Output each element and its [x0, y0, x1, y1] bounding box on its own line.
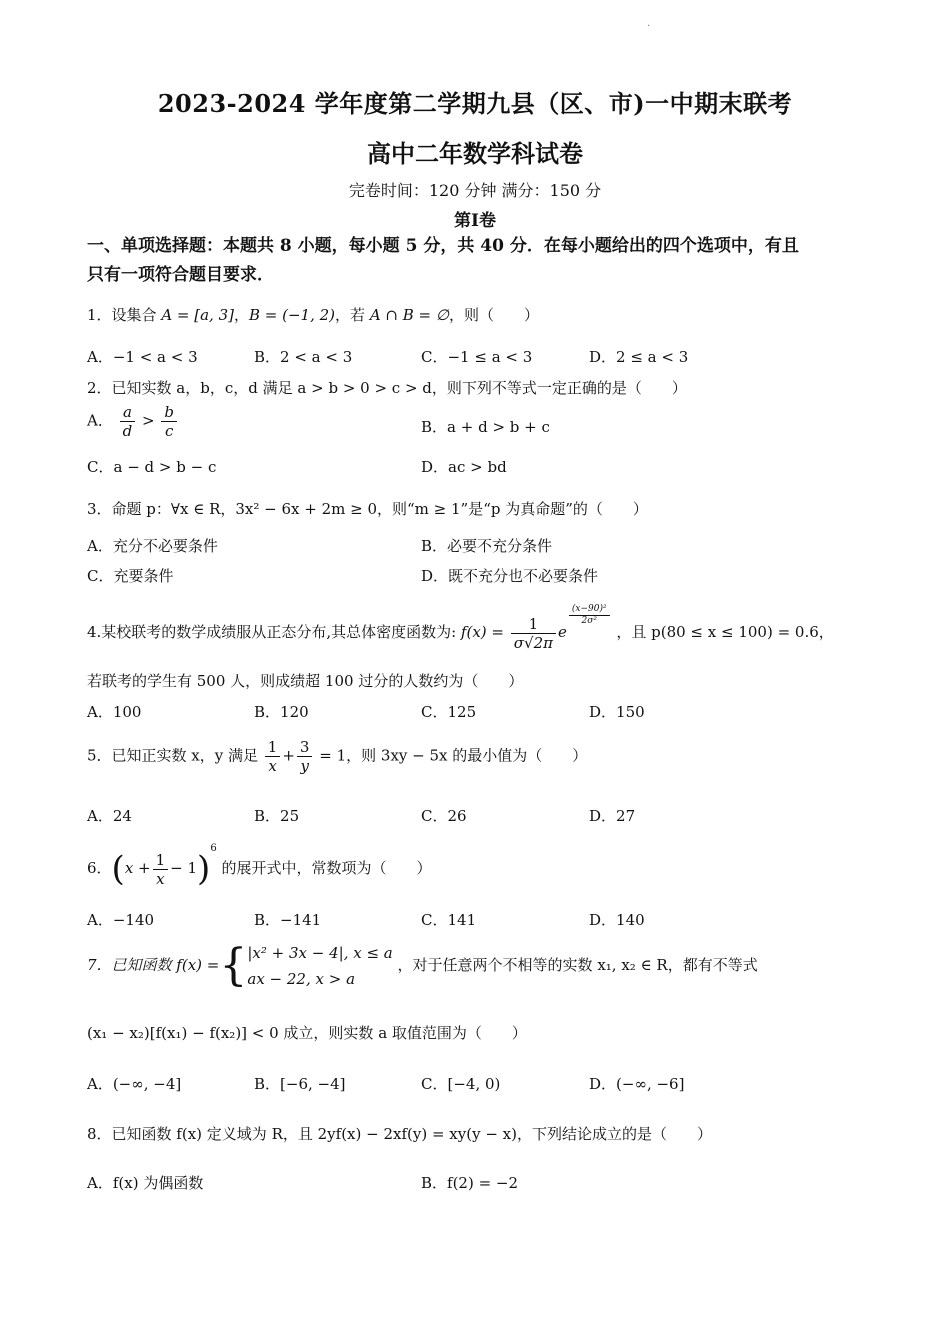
q7-option-b: B．[−6, −4]	[254, 1075, 346, 1093]
q5-option-c: C．26	[421, 807, 467, 825]
q7-label: 7．已知函数 f(x) =	[87, 956, 220, 974]
q1-option-b: B．2 < a < 3	[254, 348, 353, 366]
exam-title-line1: 2023-2024 学年度第二学期九县（区、市)一中期末联考	[157, 89, 793, 118]
q4-exp-den: 2σ²	[581, 616, 597, 626]
q6-paren-close: )	[197, 849, 211, 889]
q6-frac	[153, 851, 169, 888]
q4-option-b: B．120	[254, 703, 309, 721]
q6-option-d: D．140	[589, 911, 645, 929]
q5-d2: y	[300, 757, 309, 775]
section-heading-line2: 只有一项符合题目要求．	[87, 265, 274, 285]
exam-subtitle: 完卷时间：120 分钟 满分：150 分	[348, 181, 602, 200]
q4-option-d: D．150	[589, 703, 645, 721]
q6-power: 6	[210, 843, 217, 854]
q2-option-c: C．a − d > b − c	[87, 458, 217, 476]
q7-option-d: D．(−∞, −6]	[589, 1075, 685, 1093]
q2-a-num2: b	[161, 403, 177, 422]
question-3: 3．命题 p：∀x ∈ R，3x² − 6x + 2m ≥ 0，则“m ≥ 1”是“p 为真命题”的（ ）	[87, 500, 648, 518]
q5-option-a: A．24	[87, 807, 132, 825]
question-7-line2: (x₁ − x₂)[f(x₁) − f(x₂)] < 0 成立，则实数 a 取值范围为（ ）	[87, 1024, 527, 1042]
q3-option-d: D．既不充分也不必要条件	[421, 567, 599, 585]
q1-tail: ，则（ ）	[448, 306, 539, 324]
q2-a-den2: c	[164, 422, 174, 440]
q7-option-c: C．[−4, 0)	[421, 1075, 501, 1093]
q6-n: 1	[153, 851, 169, 870]
q7-case1: |x² + 3x − 4|, x ≤ a	[247, 944, 393, 962]
q1-option-a: A．−1 < a < 3	[87, 348, 198, 366]
q6-option-c: C．141	[421, 911, 477, 929]
q6-x: x +	[124, 859, 151, 877]
q7-case2: ax − 22, x > a	[247, 970, 356, 988]
q6-tail: 的展开式中，常数项为（ ）	[221, 859, 432, 877]
q5-frac2	[297, 738, 313, 775]
question-2: 2．已知实数 a，b，c，d 满足 a > b > 0 > c > d，则下列不等式一定正确的是（ ）	[87, 379, 687, 397]
q4-exp-num: (x−90)²	[569, 604, 610, 616]
volume-label: 第Ⅰ卷	[454, 211, 496, 231]
q4-option-c: C．125	[421, 703, 477, 721]
question-7	[87, 940, 758, 992]
corner-dot: .	[647, 18, 651, 29]
q7-option-a: A．(−∞, −4]	[87, 1075, 182, 1093]
q5-n2: 3	[297, 738, 313, 757]
q4-num: 1	[511, 615, 556, 634]
q3-option-c: C．充要条件	[87, 567, 174, 585]
section-heading	[87, 232, 877, 290]
q4-e: e	[557, 623, 567, 641]
q2-a-frac2	[161, 403, 177, 440]
q5-option-b: B．25	[254, 807, 300, 825]
q2-a-num1: a	[120, 403, 136, 422]
q4-option-a: A．100	[87, 703, 142, 721]
q2-option-b: B．a + d > b + c	[421, 418, 550, 436]
q5-n1: 1	[265, 738, 281, 757]
q1-intersection: A ∩ B = ∅	[369, 306, 449, 324]
q5-text: 5．已知正实数 x，y 满足	[87, 746, 259, 765]
q7-tail: ，对于任意两个不相等的实数 x₁, x₂ ∈ R，都有不等式	[397, 956, 758, 974]
question-8: 8．已知函数 f(x) 定义域为 R，且 2yf(x) − 2xf(y) = xy(y − x)，下列结论成立的是（ ）	[87, 1125, 712, 1143]
q6-label: 6．	[87, 859, 112, 877]
q3-option-b: B．必要不充分条件	[421, 537, 553, 555]
q7-brace: {	[219, 940, 248, 991]
section-heading-line1: 一、单项选择题：本题共 8 小题，每小题 5 分，共 40 分．在每小题给出的四个选项中，有且	[87, 236, 799, 256]
question-1	[87, 304, 539, 325]
q1-cond: ，若	[335, 306, 370, 324]
q7-cases	[247, 940, 392, 992]
q1-set-a: A = [a, 3]	[161, 306, 234, 324]
q4-exp	[569, 604, 610, 627]
q4-text: 4.某校联考的数学成绩服从正态分布,其总体密度函数为:	[87, 623, 457, 641]
q1-option-d: D．2 ≤ a < 3	[589, 348, 689, 366]
q6-paren-open: (	[111, 849, 125, 889]
q5-frac1	[265, 738, 281, 775]
q6-d: x	[156, 869, 165, 888]
q1-text: 1．设集合	[87, 306, 162, 324]
q4-tail: ，且 p(80 ≤ x ≤ 100) = 0.6，	[616, 623, 834, 641]
q6-minus: − 1	[170, 859, 198, 877]
q1-sep: ，	[233, 306, 249, 324]
q4-frac	[511, 615, 556, 652]
question-4-line2: 若联考的学生有 500 人，则成绩超 100 过分的人数约为（ ）	[87, 672, 524, 690]
q2-a-frac1	[120, 403, 136, 440]
q2-a-den1: d	[122, 422, 133, 440]
question-4	[87, 604, 867, 652]
q8-option-a: A．f(x) 为偶函数	[87, 1174, 204, 1192]
q2-option-d: D．ac > bd	[421, 458, 507, 476]
q1-option-c: C．−1 ≤ a < 3	[421, 348, 533, 366]
q1-set-b: B = (−1, 2)	[249, 306, 336, 324]
q4-fx: f(x) =	[460, 623, 504, 641]
q4-den: σ√2π	[513, 633, 553, 652]
q2-a-label: A．	[87, 411, 113, 430]
q5-plus: +	[282, 746, 295, 765]
q5-tail: = 1，则 3xy − 5x 的最小值为（ ）	[319, 746, 588, 765]
question-6	[87, 843, 431, 888]
q2-option-a	[87, 403, 179, 440]
exam-title-line2: 高中二年数学科试卷	[367, 139, 583, 168]
q8-option-b: B．f(2) = −2	[421, 1174, 519, 1192]
q2-a-gt: >	[142, 411, 155, 430]
q5-d1: x	[268, 757, 277, 775]
q3-option-a: A．充分不必要条件	[87, 537, 218, 555]
q6-option-b: B．−141	[254, 911, 322, 929]
question-5	[87, 738, 587, 775]
q6-option-a: A．−140	[87, 911, 155, 929]
q5-option-d: D．27	[589, 807, 636, 825]
